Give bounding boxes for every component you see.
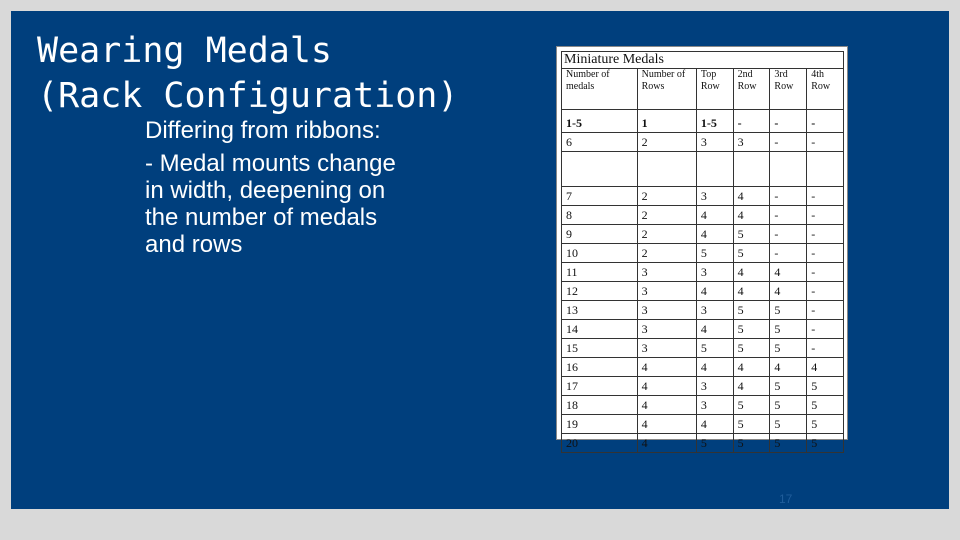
- table-cell: 2: [637, 206, 696, 225]
- table-cell: 15: [562, 339, 638, 358]
- header-4th-row: 4th Row: [807, 69, 844, 110]
- table-cell: 5: [733, 301, 770, 320]
- table-cell: 5: [770, 415, 807, 434]
- table-row: [562, 206, 844, 225]
- table-cell: -: [807, 187, 844, 206]
- table-cell: -: [807, 301, 844, 320]
- medal-table-image: [556, 46, 848, 450]
- table-cell: 3: [696, 187, 733, 206]
- table-cell: 16: [562, 358, 638, 377]
- table-cell: [733, 152, 770, 187]
- table-cell: 11: [562, 263, 638, 282]
- header-number-of-rows: Number of Rows: [637, 69, 696, 110]
- table-cell: 4: [637, 358, 696, 377]
- table-cell: 4: [770, 282, 807, 301]
- table-cell: 4: [733, 263, 770, 282]
- table-cell: 1: [637, 110, 696, 133]
- table-cell: -: [770, 110, 807, 133]
- table-cell: -: [807, 133, 844, 152]
- table-cell: 3: [696, 263, 733, 282]
- table-cell: 5: [770, 377, 807, 396]
- table-cell: -: [807, 225, 844, 244]
- table-cell: [696, 152, 733, 187]
- table-row: [562, 358, 844, 377]
- table-cell: 5: [807, 396, 844, 415]
- table-cell: -: [807, 110, 844, 133]
- slide-title: [37, 29, 458, 119]
- bottom-band: [11, 509, 949, 529]
- table-cell: 7: [562, 187, 638, 206]
- table-cell: 5: [807, 415, 844, 434]
- table-cell: 4: [733, 187, 770, 206]
- table-cell: 5: [733, 320, 770, 339]
- table-cell: 5: [807, 377, 844, 396]
- body-line-1: Differing from ribbons:: [145, 117, 381, 144]
- table-row: [562, 301, 844, 320]
- table-cell: 19: [562, 415, 638, 434]
- table-cell: 4: [770, 358, 807, 377]
- table-cell: 4: [696, 320, 733, 339]
- table-cell: 1-5: [562, 110, 638, 133]
- table-cell: -: [733, 110, 770, 133]
- table-cell: 5: [733, 225, 770, 244]
- table-cell: 4: [637, 415, 696, 434]
- body-line-4: the number of medals: [145, 204, 378, 231]
- title-line-1: Wearing Medals: [37, 31, 333, 71]
- table-cell: -: [770, 244, 807, 263]
- table-cell: -: [807, 206, 844, 225]
- table-cell: 3: [637, 320, 696, 339]
- table-cell: 2: [637, 225, 696, 244]
- table-cell: 3: [696, 133, 733, 152]
- table-row: [562, 415, 844, 434]
- table-cell: 9: [562, 225, 638, 244]
- table-cell: 5: [696, 244, 733, 263]
- table-cell: 2: [637, 244, 696, 263]
- header-3rd-row: 3rd Row: [770, 69, 807, 110]
- body-text: [145, 117, 455, 258]
- table-cell: 2: [637, 133, 696, 152]
- header-number-of-medals: Number of medals: [562, 69, 638, 110]
- body-line-5: and rows: [145, 231, 243, 258]
- table-cell: 5: [770, 339, 807, 358]
- table-cell: 4: [637, 377, 696, 396]
- table-row: [562, 339, 844, 358]
- table-row: [562, 377, 844, 396]
- table-cell: 14: [562, 320, 638, 339]
- table-cell: 2: [637, 187, 696, 206]
- table-cell: -: [807, 244, 844, 263]
- table-cell: 12: [562, 282, 638, 301]
- header-2nd-row: 2nd Row: [733, 69, 770, 110]
- title-line-2: (Rack Configuration): [37, 76, 459, 116]
- table-cell: 5: [770, 301, 807, 320]
- table-cell: 5: [733, 415, 770, 434]
- table-cell: [637, 152, 696, 187]
- table-cell: 4: [733, 377, 770, 396]
- table-cell: -: [770, 187, 807, 206]
- table-cell: 3: [637, 263, 696, 282]
- table-row: [562, 133, 844, 152]
- table-row: [562, 282, 844, 301]
- table-cell: 4: [733, 282, 770, 301]
- table-cell: 8: [562, 206, 638, 225]
- table-cell: [770, 152, 807, 187]
- table-row: [562, 434, 844, 453]
- table-cell: 3: [696, 301, 733, 320]
- table-cell: 3: [637, 282, 696, 301]
- table-row: [562, 244, 844, 263]
- table-cell: 4: [770, 263, 807, 282]
- table-cell: -: [770, 206, 807, 225]
- table-row: [562, 263, 844, 282]
- table-cell: -: [770, 133, 807, 152]
- table-cell: 10: [562, 244, 638, 263]
- table-cell: 4: [637, 434, 696, 453]
- table-cell: 5: [733, 339, 770, 358]
- table-cell: 6: [562, 133, 638, 152]
- header-top-row: Top Row: [696, 69, 733, 110]
- table-cell: [562, 152, 638, 187]
- page-number: 17: [779, 492, 793, 506]
- table-cell: 5: [696, 434, 733, 453]
- table-cell: 5: [770, 434, 807, 453]
- table-caption: Miniature Medals: [561, 51, 844, 68]
- table-cell: -: [807, 320, 844, 339]
- table-row: [562, 187, 844, 206]
- table-cell: 4: [733, 206, 770, 225]
- table-cell: 4: [696, 206, 733, 225]
- body-line-2: - Medal mounts change: [145, 150, 396, 177]
- table-row: [562, 396, 844, 415]
- table-row: [562, 152, 844, 187]
- table-cell: 1-5: [696, 110, 733, 133]
- table-cell: 3: [696, 377, 733, 396]
- table-cell: 5: [770, 320, 807, 339]
- table-header-row: [562, 69, 844, 110]
- table-cell: 18: [562, 396, 638, 415]
- table-row: [562, 110, 844, 133]
- table-cell: [807, 152, 844, 187]
- table-cell: 5: [807, 434, 844, 453]
- table-cell: 4: [696, 415, 733, 434]
- table-cell: 4: [696, 282, 733, 301]
- table-cell: 5: [733, 434, 770, 453]
- table-cell: 4: [637, 396, 696, 415]
- table-cell: 5: [770, 396, 807, 415]
- table-cell: 5: [696, 339, 733, 358]
- table-row: [562, 320, 844, 339]
- table-cell: 3: [733, 133, 770, 152]
- table-cell: 3: [637, 339, 696, 358]
- table-row: [562, 225, 844, 244]
- body-line-3: in width, deepening on: [145, 177, 386, 204]
- table-cell: 5: [733, 396, 770, 415]
- table-cell: 3: [696, 396, 733, 415]
- medal-table: [561, 51, 844, 453]
- table-cell: 4: [696, 225, 733, 244]
- table-cell: 4: [696, 358, 733, 377]
- table-cell: -: [770, 225, 807, 244]
- table-cell: -: [807, 282, 844, 301]
- table-cell: 4: [807, 358, 844, 377]
- table-cell: -: [807, 339, 844, 358]
- table-cell: -: [807, 263, 844, 282]
- table-cell: 20: [562, 434, 638, 453]
- table-cell: 13: [562, 301, 638, 320]
- table-cell: 3: [637, 301, 696, 320]
- table-cell: 4: [733, 358, 770, 377]
- table-cell: 17: [562, 377, 638, 396]
- table-cell: 5: [733, 244, 770, 263]
